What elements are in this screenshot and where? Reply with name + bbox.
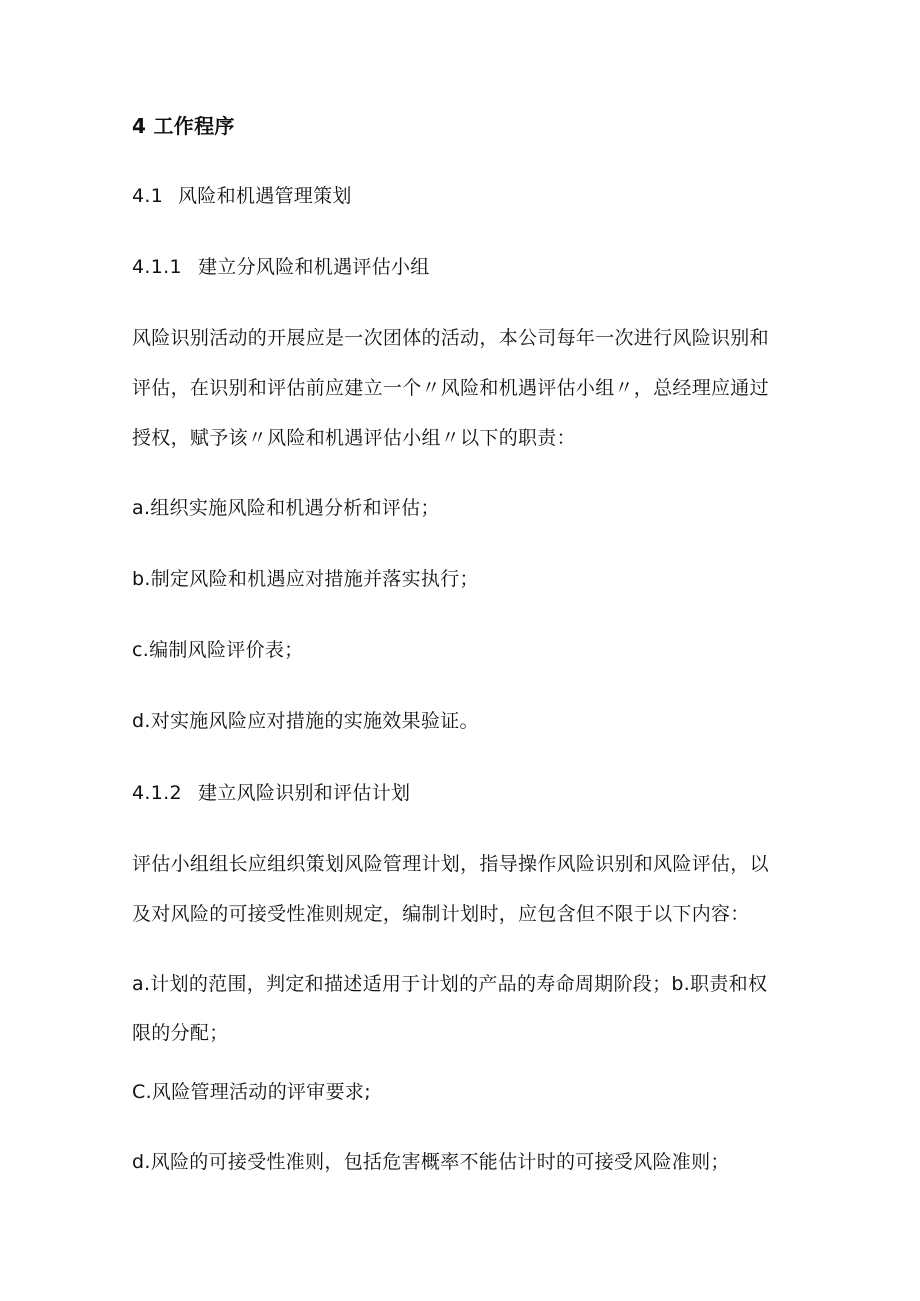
subsection-title: 建立风险识别和评估计划 — [198, 782, 411, 804]
subsection-4-1-1 — [132, 255, 430, 279]
subsection-4-1 — [132, 184, 352, 208]
paragraph-line: 授权，赋予该〃风险和机遇评估小组〃以下的职责： — [132, 427, 576, 449]
list-item: b.制定风险和机遇应对措施并落实执行； — [132, 568, 479, 590]
list-item: a.组织实施风险和机遇分析和评估； — [132, 497, 440, 519]
section-heading: 4 工作程序 — [132, 114, 235, 138]
paragraph-line: 风险识别活动的开展应是一次团体的活动，本公司每年一次进行风险识别和 — [132, 327, 769, 349]
list-item: d.风险的可接受性准则，包括危害概率不能估计时的可接受风险准则； — [132, 1151, 730, 1173]
paragraph-line: 及对风险的可接受性准则规定，编制计划时，应包含但不限于以下内容： — [132, 903, 750, 925]
subsection-title: 风险和机遇管理策划 — [178, 185, 352, 207]
list-item: a.计划的范围，判定和描述适用于计划的产品的寿命周期阶段；b.职责和权 — [132, 973, 768, 995]
subsection-number: 4.1 — [132, 185, 164, 207]
subsection-4-1-2 — [132, 781, 410, 805]
paragraph-line: 评估，在识别和评估前应建立一个〃风险和机遇评估小组〃，总经理应通过 — [132, 377, 769, 399]
list-item: c.编制风险评价表； — [132, 639, 304, 661]
list-item: 限的分配； — [132, 1022, 229, 1044]
subsection-number: 4.1.1 — [132, 256, 182, 278]
subsection-number: 4.1.2 — [132, 782, 182, 804]
subsection-title: 建立分风险和机遇评估小组 — [198, 256, 430, 278]
paragraph-line: 评估小组组长应组织策划风险管理计划，指导操作风险识别和风险评估，以 — [132, 853, 769, 875]
list-item: C.风险管理活动的评审要求; — [132, 1081, 371, 1103]
list-item: d.对实施风险应对措施的实施效果验证。 — [132, 710, 479, 732]
